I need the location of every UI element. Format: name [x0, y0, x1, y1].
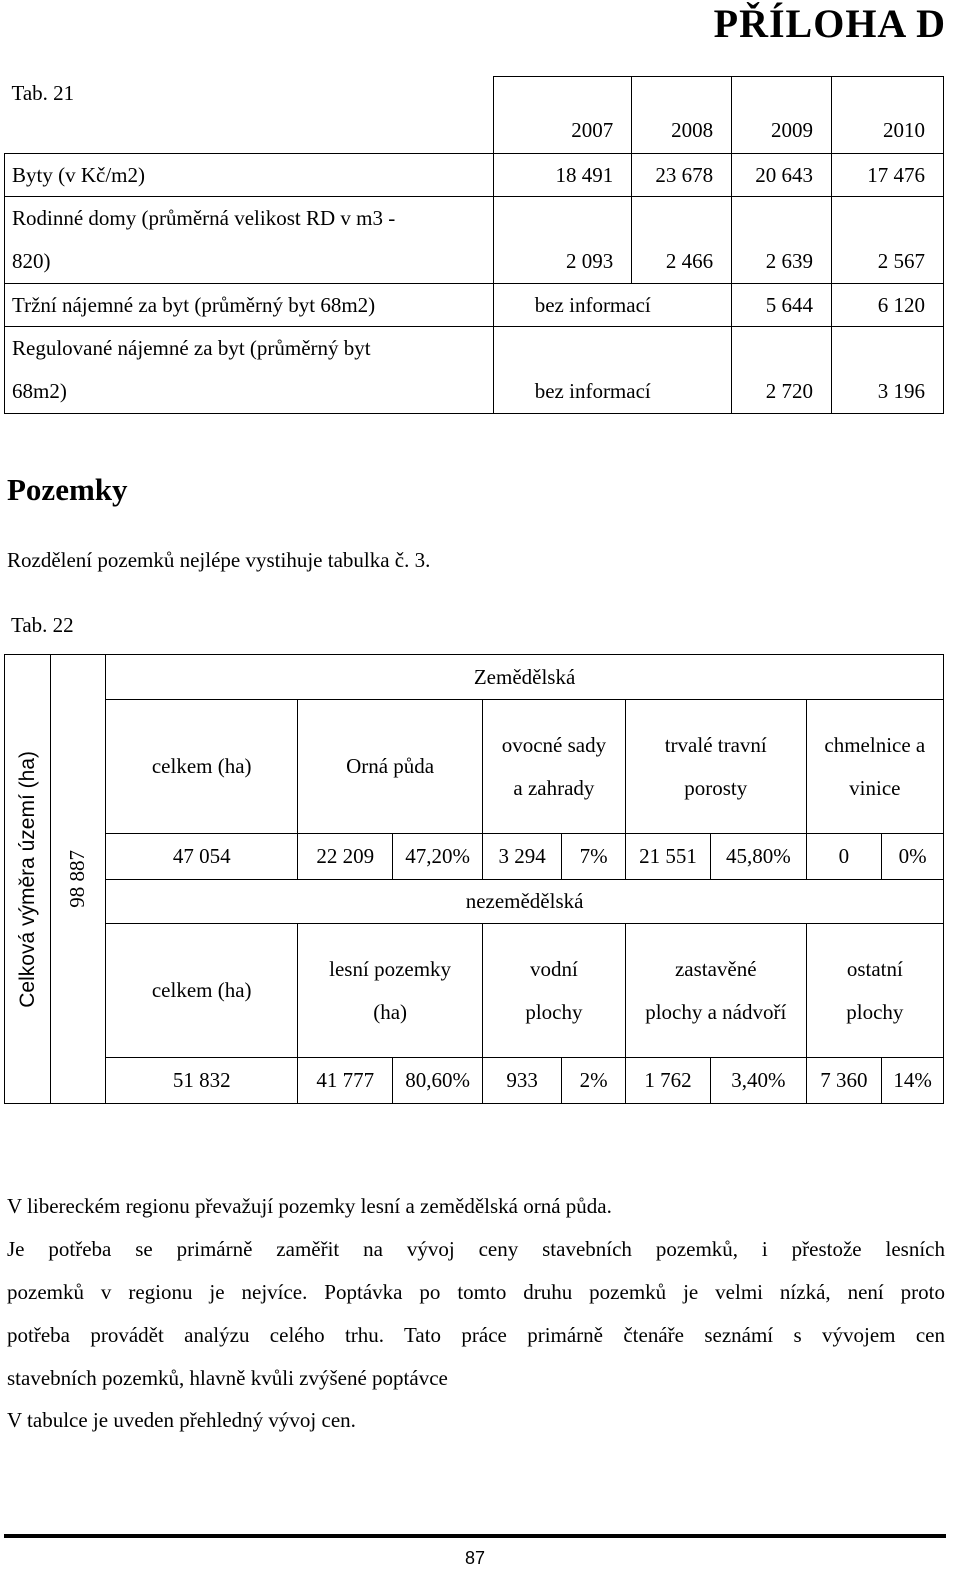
paragraph: V libereckém regionu převažují pozemky lesní a zemědělská orná půda.	[7, 1194, 612, 1218]
col-header: Orná půda	[298, 700, 483, 834]
table-cell: 3 196	[877, 379, 925, 403]
row-label: Regulované nájemné za byt (průměrný byt 68m2)	[5, 327, 494, 414]
page-number: 87	[464, 1548, 486, 1568]
table-cell: 45,80%	[711, 834, 807, 880]
table-cell: 3 294	[482, 834, 561, 880]
table-cell: 2 466	[665, 249, 714, 273]
merged-cell: bez informací	[494, 284, 732, 327]
col-header: lesní pozemky (ha)	[298, 924, 483, 1058]
col-header: celkem (ha)	[106, 700, 298, 834]
intro-text: Rozdělení pozemků nejlépe vystihuje tabulka č. 3.	[7, 548, 431, 572]
table-cell: 2 720	[765, 379, 814, 403]
section-heading: Pozemky	[7, 472, 128, 507]
table-cell: 23 678	[632, 154, 732, 197]
table-cell: 7 360	[806, 1058, 882, 1104]
table-cell: 41 777	[298, 1058, 393, 1104]
table-cell: 933	[482, 1058, 561, 1104]
row-label: Byty (v Kč/m2)	[5, 154, 494, 197]
year-header: 2007	[571, 118, 614, 142]
table-cell: 7%	[562, 834, 626, 880]
table-cell: 0%	[882, 834, 944, 880]
table-cell: 80,60%	[393, 1058, 483, 1104]
table-label: Tab. 21	[11, 80, 75, 105]
price-table	[4, 76, 944, 414]
table-cell: 47 054	[106, 834, 298, 880]
row-label: Tržní nájemné za byt (průměrný byt 68m2)	[5, 284, 494, 327]
table-label: Tab. 22	[11, 613, 74, 637]
col-header: ovocné sady a zahrady	[482, 700, 625, 834]
year-header: 2008	[671, 118, 714, 142]
merged-cell: bez informací	[534, 379, 651, 403]
table-cell: 6 120	[832, 284, 944, 327]
table-row	[5, 284, 944, 327]
table-cell: 20 643	[732, 154, 832, 197]
table-cell: 1 762	[625, 1058, 710, 1104]
table-row	[5, 1058, 944, 1104]
table-header-row	[5, 77, 944, 154]
table-row	[5, 197, 944, 284]
paragraph: V tabulce je uveden přehledný vývoj cen.	[7, 1408, 356, 1432]
footer-rule	[4, 1534, 946, 1538]
year-header: 2009	[771, 118, 814, 142]
table-cell: 5 644	[732, 284, 832, 327]
year-header: 2010	[883, 118, 925, 142]
table-cell: 21 551	[625, 834, 710, 880]
table-cell: 51 832	[106, 1058, 298, 1104]
table-cell: 17 476	[832, 154, 944, 197]
total-area: 98 887	[65, 850, 90, 908]
table-row	[5, 834, 944, 880]
table-row	[5, 327, 944, 414]
table-cell: 18 491	[494, 154, 632, 197]
table-cell: 3,40%	[711, 1058, 807, 1104]
side-label: Celková výměra území (ha)	[15, 750, 39, 1008]
paragraph: Je potřeba se primárně zaměřit na vývoj ceny stavebních pozemků, i přestože lesních pozemků v regionu je nejvíce. Poptávka po tomto druhu pozemků je velmi nízká, není proto potřeba provádět analýzu celého trhu. Tato práce primárně čtenáře seznámí s vývojem cen stavebních pozemků, hlavně kvůli zvýšené poptávce	[7, 1237, 945, 1390]
appendix-title: PŘÍLOHA D	[713, 1, 946, 46]
col-header: chmelnice a vinice	[806, 700, 943, 834]
col-header: ostatní plochy	[806, 924, 943, 1058]
row-label: Rodinné domy (průměrná velikost RD v m3 - 820)	[5, 197, 494, 284]
col-header: celkem (ha)	[106, 924, 298, 1058]
col-header: trvalé travní porosty	[625, 700, 806, 834]
land-table	[4, 654, 944, 1104]
table-cell: 22 209	[298, 834, 393, 880]
table-cell: 2 093	[565, 249, 614, 273]
total-cell	[50, 655, 106, 1104]
table-cell: 2%	[562, 1058, 626, 1104]
col-header: zastavěné plochy a nádvoří	[625, 924, 806, 1058]
agri-title: Zemědělská	[106, 655, 944, 700]
table-cell: 2 639	[765, 249, 814, 273]
col-header: vodní plochy	[482, 924, 625, 1058]
table-cell: 0	[806, 834, 882, 880]
table-cell: 14%	[882, 1058, 944, 1104]
table-row	[5, 154, 944, 197]
side-label-cell	[5, 655, 51, 1104]
table-cell: 47,20%	[393, 834, 483, 880]
table-cell: 2 567	[877, 249, 925, 273]
nonagri-title: nezemědělská	[106, 880, 944, 924]
